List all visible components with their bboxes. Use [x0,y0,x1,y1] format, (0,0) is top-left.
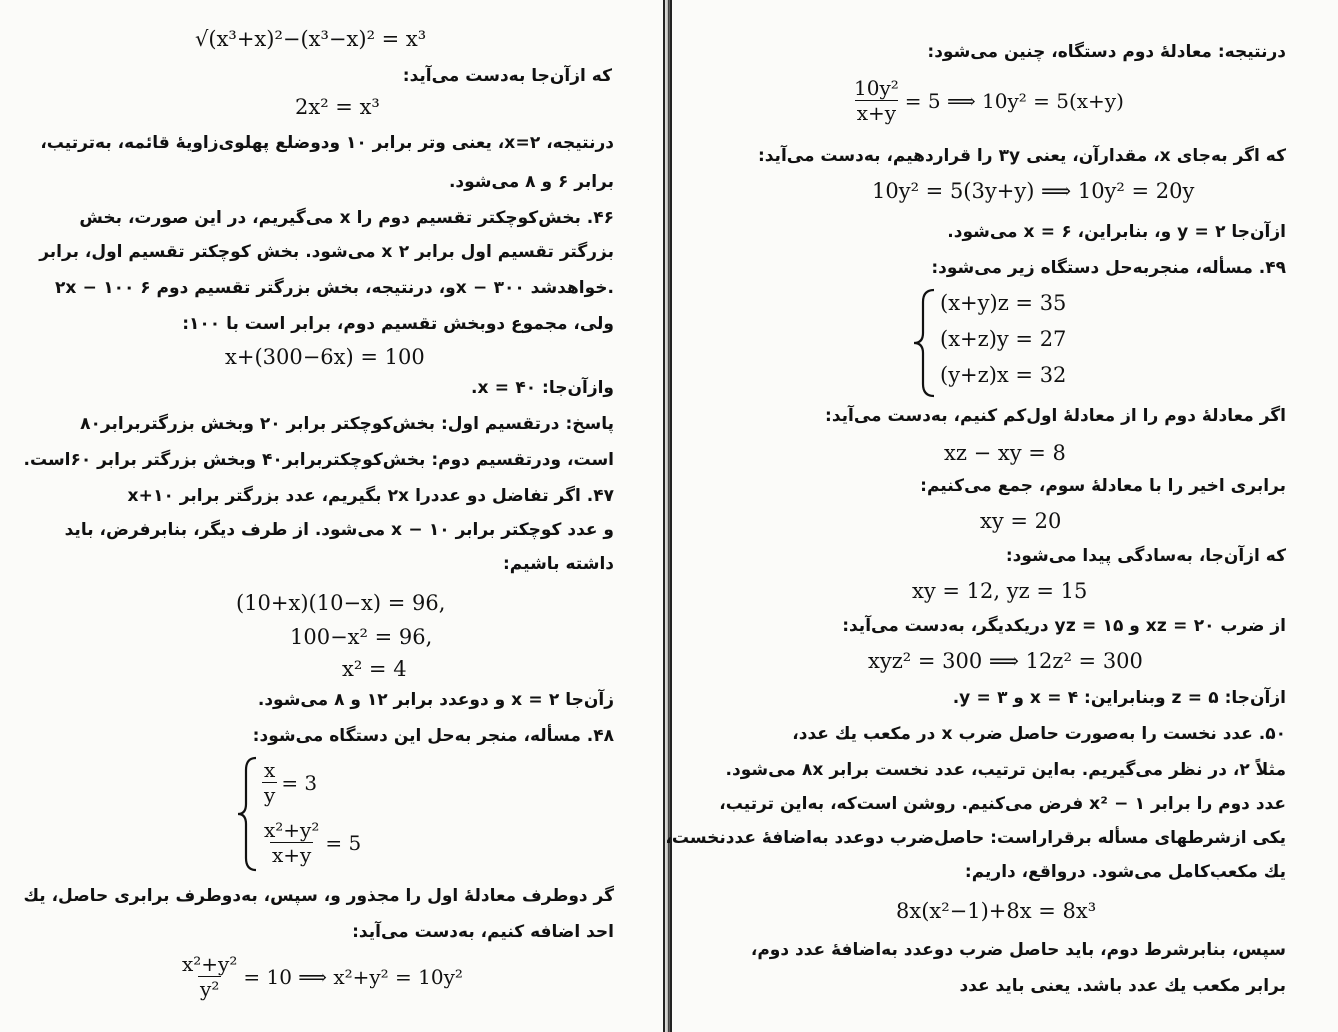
eq-pythagoras-root: √(x³+x)²−(x³−x)² = x³ [195,27,427,51]
left-page [0,0,664,1032]
text-line: داشته باشیم: [503,554,614,574]
eq-r7: xy = 12, yz = 15 [912,579,1088,603]
system-brace-icon [912,288,938,398]
frac-rhs: = 5 [325,830,362,855]
text-line: احد اضافه کنیم، به‌دست می‌آید: [352,922,614,942]
eq-49-3: (y+z)x = 32 [940,363,1067,387]
text-line: وازآن‌جا: x = ۴۰. [471,378,614,398]
eq-r1 [852,76,1124,125]
frac-denominator: x+y [856,101,897,125]
frac-numerator: x²+y² [182,952,238,976]
text-line: مثلاً ۲، در نظر می‌گیریم. به‌این ترتیب، عدد نخست برابر ۸x می‌شود. [725,760,1286,780]
eq-2x: 2x² = x³ [295,95,380,119]
eq-48-second [262,818,361,867]
frac-rhs: = 5 ⟹ 10y² = 5(x+y) [904,88,1124,113]
frac-denominator: y [264,783,276,807]
frac-denominator: y² [200,977,220,1001]
frac-rhs: = 10 ⟹ x²+y² = 10y² [243,964,463,989]
eq-r2: 10y² = 5(3y+y) ⟹ 10y² = 20y [872,179,1195,203]
text-line: یك مکعب‌کامل می‌شود. درواقع، داریم: [964,862,1286,882]
text-line: از ضرب xz = ۲۰ و yz = ۱۵ دریکدیگر، به‌دست می‌آید: [842,616,1286,636]
text-line: ۲x − ۱۰۰ و، درنتیجه، بخش بزرگتر تقسیم دوم ۶x − ۳۰۰ خواهدشد. [54,278,614,298]
text-line: و عدد کوچکتر برابر x − ۱۰ می‌شود. از طرف دیگر، بنابرفرض، باید [64,520,614,540]
eq-47c: x² = 4 [342,657,407,681]
text-line: زآن‌جا x = ۲ و دوعدد برابر ۱۲ و ۸ می‌شود. [257,690,614,710]
system-brace-icon [236,756,260,872]
frac-numerator: 10y² [854,76,899,100]
eq-46: x+(300−6x) = 100 [225,345,425,369]
eq-48-final [180,952,463,1001]
text-line: یکی ازشرطهای مسأله برقراراست: حاصل‌ضرب دوعدد به‌اضافهٔ عددنخست، [665,828,1286,848]
text-line: برابری اخیر را با معادلهٔ سوم، جمع می‌کنیم: [920,476,1286,496]
text-line: ازآن‌جا y = ۲ و، بنابراین، x = ۶ می‌شود. [947,222,1286,242]
problem-50-heading: ۵۰. عدد نخست را به‌صورت حاصل ضرب x در مکعب یك عدد، [792,724,1286,744]
text-line: بزرگتر تقسیم اول برابر x ۲ می‌شود. بخش کوچکتر تقسیم اول، برابر [39,242,614,262]
page-edge-line [663,0,665,1032]
eq-r14: 8x(x²−1)+8x = 8x³ [896,899,1097,923]
text-line: درنتیجه، x=۲، یعنی وتر برابر ۱۰ ودوضلع پهلوی‌زاویهٔ قائمه، به‌ترتیب، [40,133,614,153]
text-line: عدد دوم را برابر x² − ۱ فرض می‌کنیم. روشن است‌که، به‌این ترتیب، [719,794,1286,814]
eq-r6: xy = 20 [980,509,1062,533]
problem-47-heading: ۴۷. اگر تفاضل دو عددرا ۲x بگیریم، عدد بزرگتر برابر x+۱۰ [127,486,614,506]
eq-49-1: (x+y)z = 35 [940,291,1067,315]
answer-46: پاسخ: درتقسیم اول: بخش‌کوچکتر برابر ۲۰ وبخش بزرگتربرابر۸۰ [80,414,614,434]
text-line: که ازآن‌جا، به‌سادگی پیدا می‌شود: [1005,546,1286,566]
problem-49-heading: ۴۹. مسأله، منجربه‌حل دستگاه زیر می‌شود: [931,258,1286,278]
text-line: گر دوطرف معادلهٔ اول را مجذور و، سپس، به‌دوطرف برابری حاصل، یك [23,886,614,906]
frac-numerator: x²+y² [264,818,320,842]
eq-49-2: (x+z)y = 27 [940,327,1067,351]
text-line: که ازآن‌جا به‌دست می‌آید: [402,66,612,86]
text-line: برابر مکعب یك عدد باشد. یعنی باید عدد [959,976,1286,996]
eq-47b: 100−x² = 96, [290,625,433,649]
text-line: ازآن‌جا: z = ۵ وبنابراین: x = ۴ و y = ۳. [952,688,1286,708]
eq-48-first [262,758,317,807]
problem-46-heading: ۴۶. بخش‌کوچکتر تقسیم دوم را x می‌گیریم، در این صورت، بخش [79,208,614,228]
frac-denominator: x+y [272,843,312,867]
text-line: است، ودرتقسیم دوم: بخش‌کوچکتربرابر۴۰ وبخش بزرگتر برابر ۶۰است. [23,450,614,470]
text-line: اگر معادلهٔ دوم را از معادلهٔ اول‌کم کنیم، به‌دست می‌آید: [825,406,1286,426]
eq-r5: xz − xy = 8 [944,441,1066,465]
text-line: که اگر به‌جای x، مقدارآن، یعنی ۳y را قراردهیم، به‌دست می‌آید: [757,146,1286,166]
eq-47a: (10+x)(10−x) = 96, [236,591,446,615]
frac-numerator: x [264,758,276,782]
problem-48-heading: ۴۸. مسأله، منجر به‌حل این دستگاه می‌شود: [252,726,614,746]
text-line: ولی، مجموع دوبخش تقسیم دوم، برابر است با ۱۰۰: [182,314,614,334]
text-line: درنتیجه: معادلهٔ دوم دستگاه، چنین می‌شود: [927,42,1286,62]
right-page [665,0,1338,1032]
text-line: سپس، بنابرشرط دوم، باید حاصل ضرب دوعدد به‌اضافهٔ عدد دوم، [750,940,1286,960]
text-line: برابر ۶ و ۸ می‌شود. [448,172,614,192]
eq-r8: xyz² = 300 ⟹ 12z² = 300 [868,649,1143,673]
frac-rhs: = 3 [281,770,318,795]
